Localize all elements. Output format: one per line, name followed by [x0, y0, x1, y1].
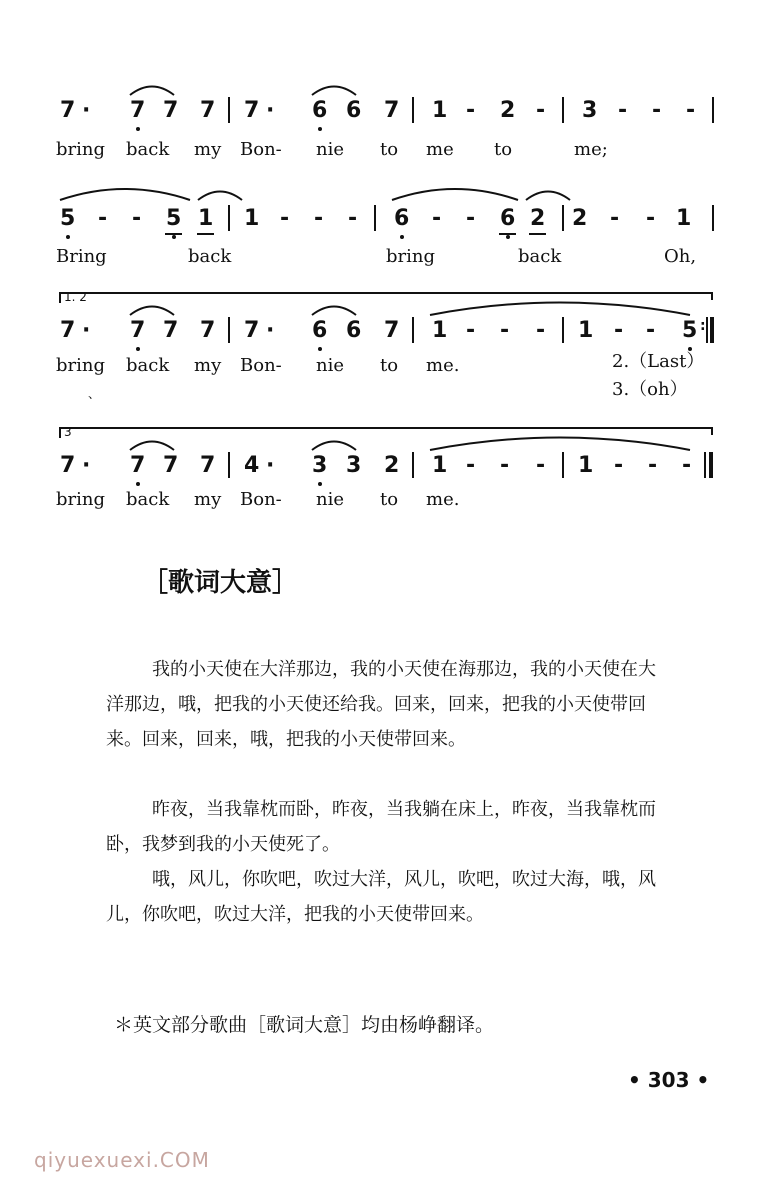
dash: -: [646, 318, 656, 343]
section-title: ［歌词大意］: [142, 568, 299, 598]
dash: -: [618, 98, 628, 123]
note: 7: [60, 318, 76, 343]
note: 6: [500, 206, 516, 231]
volta-bracket: [60, 293, 712, 303]
dash: -: [614, 318, 624, 343]
barline: [412, 452, 414, 478]
note: 7: [130, 453, 146, 478]
lyric: back: [518, 246, 562, 267]
repeat-barline-thin: [706, 317, 708, 343]
lyric: me;: [574, 139, 608, 160]
slur: [60, 189, 190, 200]
barline: [374, 205, 376, 231]
lyric: to: [494, 139, 513, 160]
barline: [228, 452, 230, 478]
lyric: back: [126, 355, 170, 376]
note: 7: [244, 98, 260, 123]
dash: -: [466, 206, 476, 231]
lyric: back: [188, 246, 232, 267]
note: 1: [432, 453, 448, 478]
slur: [198, 192, 242, 201]
barline: [712, 97, 714, 123]
barline: [228, 205, 230, 231]
lyric: 2.（Last）: [612, 351, 705, 372]
lyric: me.: [426, 489, 460, 510]
note: 7: [163, 318, 179, 343]
note: 7: [200, 318, 216, 343]
note: 4: [244, 453, 260, 478]
lyric: me.: [426, 355, 460, 376]
note: 5: [682, 318, 698, 343]
lyric: me: [426, 139, 454, 160]
volta-label: 3: [64, 425, 72, 439]
repeat-barline-thick: [710, 317, 714, 343]
slur: [130, 87, 174, 96]
note: 3: [312, 453, 328, 478]
note: 6: [394, 206, 410, 231]
note: 1: [578, 318, 594, 343]
final-barline-thick: [709, 452, 713, 478]
note: 2: [500, 98, 516, 123]
note: 7: [163, 453, 179, 478]
note: 6: [312, 98, 328, 123]
note: 7: [163, 98, 179, 123]
note: 7: [384, 318, 400, 343]
dash: -: [536, 318, 546, 343]
slur: [312, 87, 356, 96]
dot: ·: [82, 453, 91, 478]
note: 7: [60, 98, 76, 123]
barline: [412, 97, 414, 123]
lyric: Oh,: [664, 246, 697, 267]
note: 6: [346, 98, 362, 123]
page-number: • 303 •: [628, 1068, 710, 1092]
lyric-mark: 、: [88, 387, 101, 401]
lyric: bring: [56, 139, 105, 160]
note: 5: [60, 206, 76, 231]
note: 6: [346, 318, 362, 343]
dash: -: [432, 206, 442, 231]
lyric: nie: [316, 355, 345, 376]
lyric: my: [194, 355, 222, 376]
dash: -: [500, 453, 510, 478]
dash: -: [614, 453, 624, 478]
slur: [312, 307, 356, 316]
volta-label: 1. 2: [64, 290, 87, 304]
final-barline-thin: [704, 452, 706, 478]
dash: -: [466, 453, 476, 478]
dash: -: [682, 453, 692, 478]
note: 7: [60, 453, 76, 478]
note: 7: [200, 98, 216, 123]
lyric: bring: [386, 246, 435, 267]
dash: -: [280, 206, 290, 231]
dash: -: [536, 98, 546, 123]
lyric: 3.（oh）: [612, 379, 688, 400]
lyric: my: [194, 489, 222, 510]
dash: -: [646, 206, 656, 231]
dot: ·: [266, 318, 275, 343]
lyric: bring: [56, 355, 105, 376]
paragraph: 我的小天使在大洋那边，我的小天使在海那边，我的小天使在大洋那边，哦，把我的小天使还给我。回来，回来，把我的小天使带回来。回来，回来，哦，把我的小天使带回来。: [106, 659, 656, 750]
tie: [430, 303, 690, 316]
lyric: to: [380, 139, 399, 160]
slur: [392, 189, 518, 200]
dash: -: [132, 206, 142, 231]
dash: -: [466, 318, 476, 343]
volta-bracket: [60, 428, 712, 438]
note: 5: [166, 206, 182, 231]
note: 1: [432, 98, 448, 123]
watermark: qiyuexuexi.COM: [34, 1148, 210, 1172]
lyric: my: [194, 139, 222, 160]
dash: -: [652, 98, 662, 123]
tie: [430, 438, 690, 451]
lyric: nie: [316, 489, 345, 510]
barline: [228, 97, 230, 123]
note: 2: [530, 206, 546, 231]
lyric: bring: [56, 489, 105, 510]
slur: [130, 442, 174, 451]
note: 1: [198, 206, 214, 231]
dash: -: [648, 453, 658, 478]
paragraph: 哦，风儿，你吹吧，吹过大洋，风儿，吹吧，吹过大海，哦，风儿，你吹吧，吹过大洋，把我的小天使带回来。: [106, 869, 656, 925]
note: 7: [130, 318, 146, 343]
note: 1: [578, 453, 594, 478]
lyric: to: [380, 355, 399, 376]
note: 3: [346, 453, 362, 478]
barline: [562, 205, 564, 231]
lyric: nie: [316, 139, 345, 160]
slur: [526, 192, 570, 201]
dot: ·: [82, 318, 91, 343]
repeat-dots: :: [700, 318, 706, 334]
note: 2: [572, 206, 588, 231]
note: 7: [200, 453, 216, 478]
dot: ·: [82, 98, 91, 123]
note: 1: [244, 206, 260, 231]
note: 7: [384, 98, 400, 123]
dash: -: [610, 206, 620, 231]
footnote: ＊英文部分歌曲［歌词大意］均由杨峥翻译。: [114, 1014, 495, 1036]
dash: -: [98, 206, 108, 231]
note: 2: [384, 453, 400, 478]
lyric: Bon-: [240, 139, 282, 160]
dash: -: [686, 98, 696, 123]
dash: -: [536, 453, 546, 478]
note: 1: [676, 206, 692, 231]
barline: [562, 97, 564, 123]
lyric: Bon-: [240, 355, 282, 376]
dot: ·: [266, 453, 275, 478]
note: 6: [312, 318, 328, 343]
barline: [228, 317, 230, 343]
paragraph: 昨夜，当我靠枕而卧，昨夜，当我躺在床上，昨夜，当我靠枕而卧，我梦到我的小天使死了。: [106, 799, 656, 855]
dash: -: [314, 206, 324, 231]
dash: -: [348, 206, 358, 231]
note: 3: [582, 98, 598, 123]
lyric: back: [126, 489, 170, 510]
dot: ·: [266, 98, 275, 123]
lyric: Bring: [56, 246, 107, 267]
lyric: Bon-: [240, 489, 282, 510]
note: 7: [130, 98, 146, 123]
slur: [312, 442, 356, 451]
barline: [562, 317, 564, 343]
barline: [712, 205, 714, 231]
slur: [130, 307, 174, 316]
note: 1: [432, 318, 448, 343]
dash: -: [500, 318, 510, 343]
lyric: to: [380, 489, 399, 510]
note: 7: [244, 318, 260, 343]
lyric: back: [126, 139, 170, 160]
dash: -: [466, 98, 476, 123]
barline: [562, 452, 564, 478]
barline: [412, 317, 414, 343]
